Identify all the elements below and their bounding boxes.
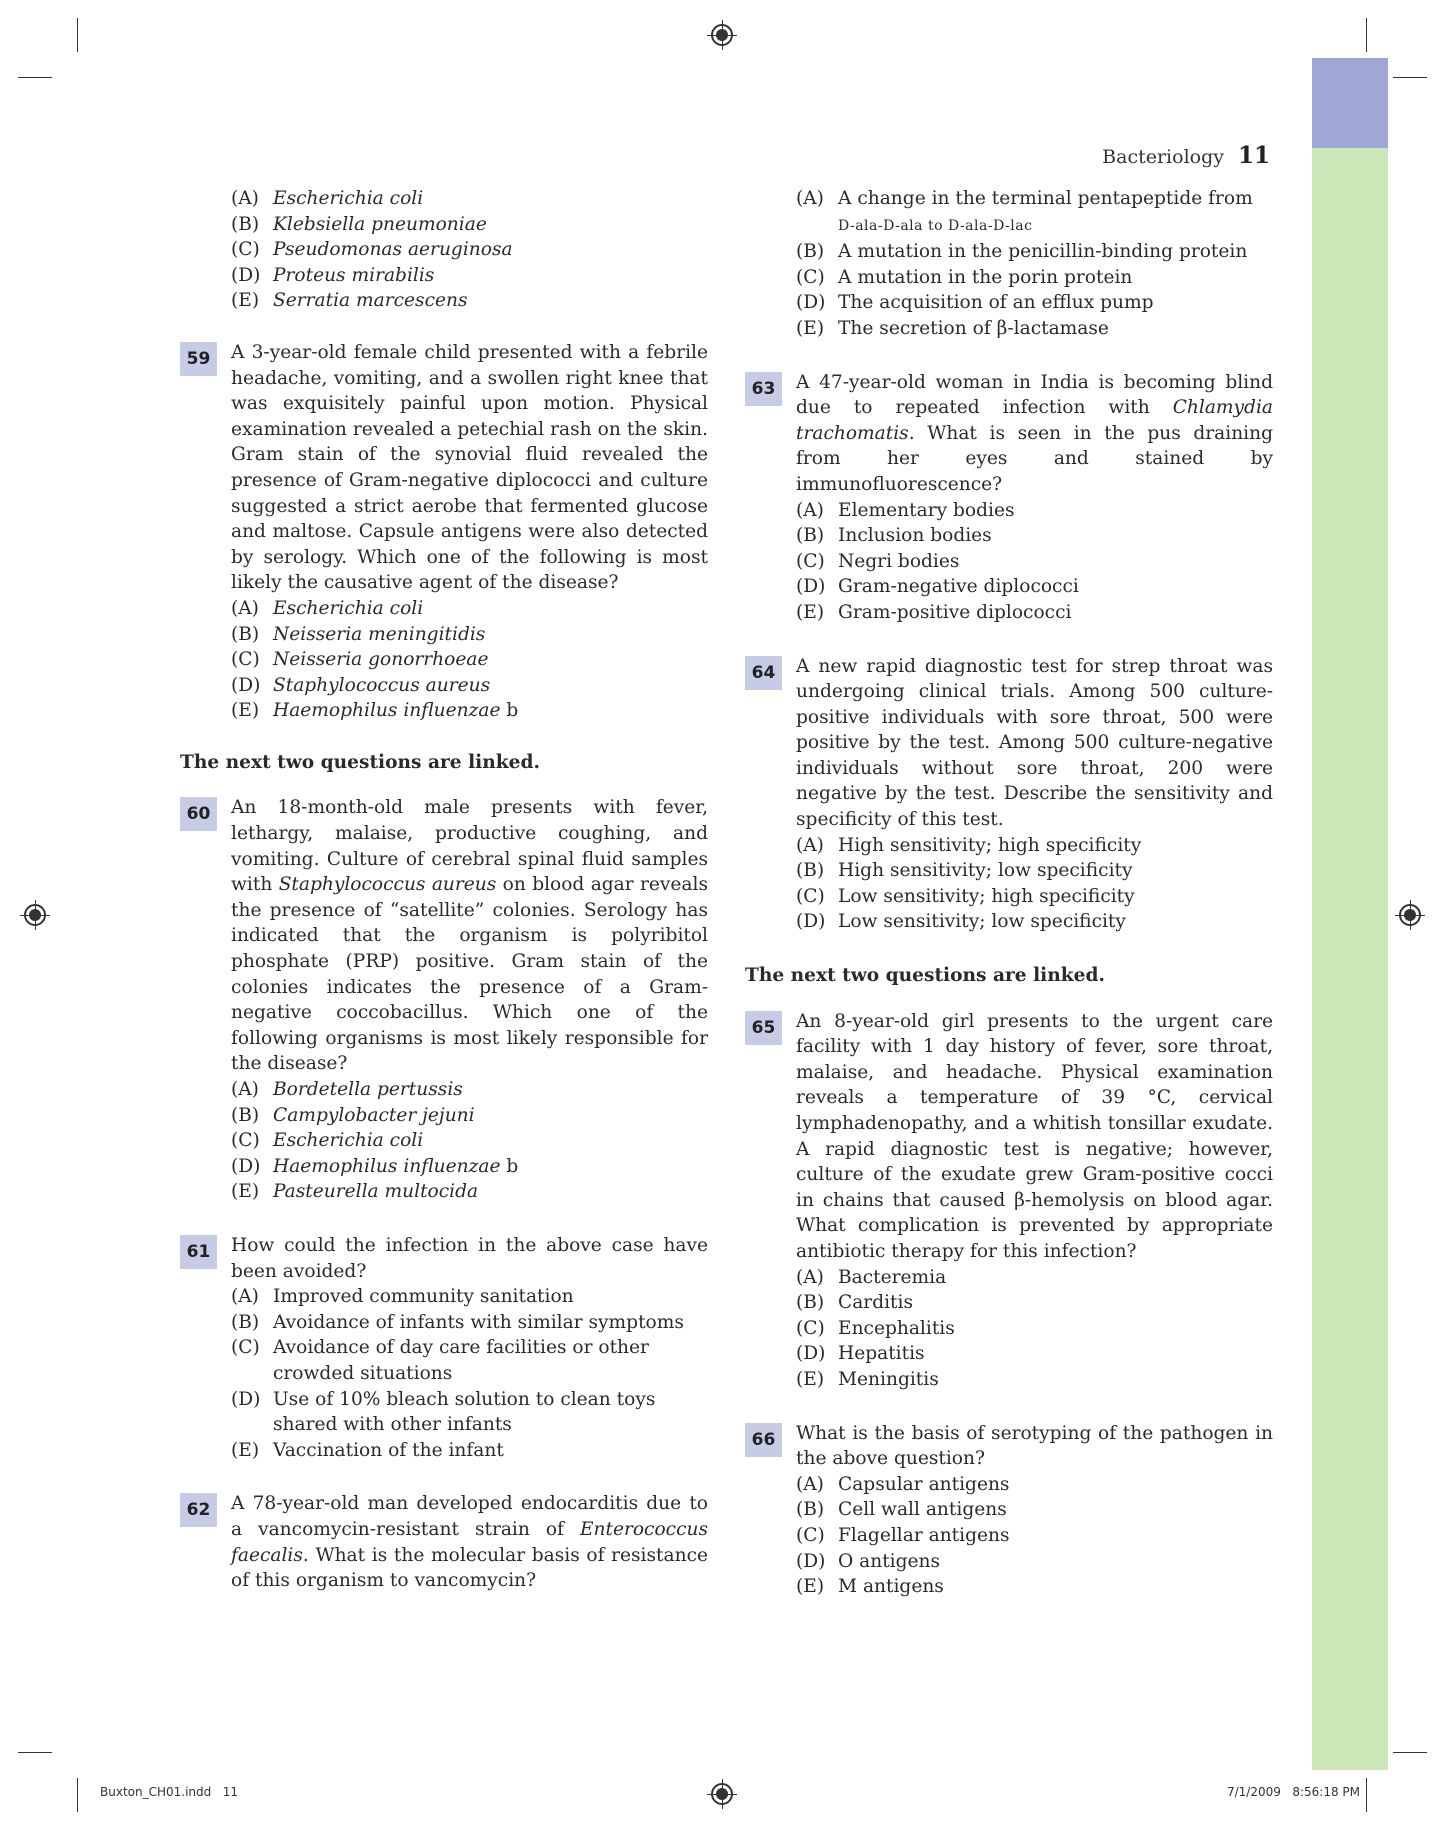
option-letter: (D) <box>231 264 261 286</box>
option <box>231 1438 708 1464</box>
option-letter: (E) <box>231 1181 260 1203</box>
option <box>231 1154 708 1180</box>
option <box>231 596 708 622</box>
option-text: A mutation in the penicillin-binding protein <box>838 241 1248 263</box>
option-text: Elementary bodies <box>838 499 1015 521</box>
option-text: O antigens <box>838 1550 941 1572</box>
option-text: Escherichia coli <box>273 188 424 209</box>
option-letter: (E) <box>231 700 260 722</box>
question-61 <box>180 1233 708 1463</box>
option-suffix: b <box>500 1155 519 1177</box>
option-letter: (A) <box>231 1286 259 1308</box>
option-letter: (C) <box>796 266 825 288</box>
question-stem: How could the infection in the above case have been avoided? <box>231 1234 708 1282</box>
option-text: Neisseria meningitidis <box>273 623 486 645</box>
crop-mark <box>1393 77 1427 78</box>
option-letter: (D) <box>796 292 826 314</box>
option <box>796 909 1273 935</box>
option-text: Negri bodies <box>838 550 960 572</box>
option-letter: (D) <box>796 1343 826 1365</box>
option <box>745 316 1273 342</box>
stem-organism: Staphylococcus aureus <box>278 874 497 896</box>
page-number: 11 <box>1237 142 1270 169</box>
option <box>796 549 1273 575</box>
option-letter: (D) <box>231 1155 261 1177</box>
option-letter: (E) <box>796 1576 825 1598</box>
option-letter: (C) <box>796 1317 825 1339</box>
option-letter: (D) <box>796 911 826 933</box>
option <box>180 288 708 314</box>
option <box>231 1310 708 1336</box>
option-text: Haemophilus influenzae <box>273 1155 501 1177</box>
option-text: D-ala-D-ala to D-ala-D-lac <box>838 217 1033 234</box>
option <box>180 212 708 238</box>
option-letter: (C) <box>796 1524 825 1546</box>
question-66 <box>745 1421 1273 1600</box>
option-letter: (B) <box>796 525 825 547</box>
linked-questions-note: The next two questions are linked. <box>180 751 540 773</box>
crop-mark <box>77 1778 78 1812</box>
crop-mark <box>1366 1778 1367 1812</box>
option-letter: (E) <box>231 290 260 312</box>
option-text: Haemophilus influenzae <box>273 700 501 722</box>
option-letter: (C) <box>231 239 260 261</box>
option <box>796 1472 1273 1498</box>
question-stem <box>231 795 708 1077</box>
option-letter: (B) <box>231 213 260 235</box>
option <box>796 1290 1273 1316</box>
option-letter: (E) <box>796 317 825 339</box>
option-letter: (B) <box>231 623 260 645</box>
option <box>796 833 1273 859</box>
option-letter: (C) <box>231 1130 260 1152</box>
option <box>796 600 1273 626</box>
option-suffix: b <box>500 700 519 722</box>
option <box>745 239 1273 265</box>
option-text: Improved community sanitation <box>273 1286 574 1308</box>
option <box>745 186 1273 239</box>
option-text: Gram-negative diplococci <box>838 576 1079 598</box>
crop-mark <box>1393 1752 1427 1753</box>
left-column <box>180 186 708 1594</box>
option <box>231 1179 708 1205</box>
option <box>231 673 708 699</box>
option-text: Meningitis <box>838 1368 939 1390</box>
option-text: Vaccination of the infant <box>273 1439 504 1461</box>
question-65 <box>745 1009 1273 1393</box>
stem-text: An 18-month-old male presents with fever, lethargy, malaise, productive coughing, and vomiting. Culture of cerebral spinal fluid samples with <box>231 797 708 896</box>
option <box>231 1335 708 1386</box>
option <box>231 1387 708 1438</box>
option-text: Pasteurella multocida <box>273 1181 479 1203</box>
crop-mark <box>77 18 78 52</box>
option <box>231 1128 708 1154</box>
question-number: 65 <box>745 1011 782 1045</box>
running-head <box>1102 142 1270 169</box>
option-text: The secretion of β-lactamase <box>838 317 1109 339</box>
question-64 <box>745 654 1273 936</box>
option-letter: (E) <box>796 1368 825 1390</box>
question-number: 59 <box>180 342 217 376</box>
footer-filename: Buxton_CH01.indd 11 <box>100 1785 238 1799</box>
option-text: Low sensitivity; high specificity <box>838 885 1135 907</box>
option-text: Hepatitis <box>838 1343 925 1365</box>
continued-options <box>180 186 708 314</box>
option <box>231 647 708 673</box>
option-text: Escherichia coli <box>273 597 424 619</box>
option <box>180 237 708 263</box>
stem-organism: Chlamydia trachomatis <box>796 397 1273 444</box>
option-text: Pseudomonas aeruginosa <box>273 239 513 261</box>
option-text: Bordetella pertussis <box>273 1079 463 1100</box>
option <box>796 1316 1273 1342</box>
option-text: M antigens <box>838 1576 944 1598</box>
linked-questions-note: The next two questions are linked. <box>745 965 1105 987</box>
option-letter: (E) <box>231 1439 260 1461</box>
stem-text: . What is seen in the pus draining from her eyes and stained by immunofluorescence? <box>796 422 1273 495</box>
option <box>796 523 1273 549</box>
option <box>231 1284 708 1310</box>
question-number: 64 <box>745 656 782 690</box>
option-letter: (B) <box>796 241 825 263</box>
option-letter: (A) <box>231 597 259 619</box>
question-stem: A 3-year-old female child presented with a febrile headache, vomiting, and a swollen right knee that was exquisitely painful upon motion. Physical examination revealed a petechial rash on the skin. Gram stain of the synovial fluid revealed the presence of Gram-negative diplococci and culture suggested a strict aerobe that fermented glucose and maltose. Capsule antigens were also detected by serology. Which one of the following is most likely the causative agent of the disease? <box>231 341 708 594</box>
question-stem: A new rapid diagnostic test for strep throat was undergoing clinical trials. Among 500 culture-positive individuals with sore throat, 500 were positive by the test. Among 500 culture-negative individuals without sore throat, 200 were negative by the test. Describe the sensitivity and specificity of this test. <box>796 655 1273 831</box>
option-text: Neisseria gonorrhoeae <box>273 649 489 671</box>
option <box>231 1077 708 1103</box>
option <box>796 1265 1273 1291</box>
option-letter: (D) <box>796 576 826 598</box>
option-letter: (A) <box>796 1266 824 1288</box>
option-letter: (A) <box>796 499 824 521</box>
option-text: A change in the terminal pentapeptide from <box>838 188 1253 209</box>
question-number: 66 <box>745 1423 782 1457</box>
question-62 <box>180 1491 708 1593</box>
option <box>745 265 1273 291</box>
option-text: Cell wall antigens <box>838 1499 1007 1521</box>
option <box>796 1341 1273 1367</box>
option-letter: (E) <box>796 601 825 623</box>
option <box>796 1497 1273 1523</box>
option-text: Capsular antigens <box>838 1473 1010 1495</box>
chapter-side-tab <box>1312 58 1388 1770</box>
stem-organism: Enterococcus faecalis <box>231 1518 708 1566</box>
option <box>796 498 1273 524</box>
footer-timestamp: 7/1/2009 8:56:18 PM <box>1226 1785 1360 1799</box>
option-text: Bacteremia <box>838 1266 947 1288</box>
option <box>796 858 1273 884</box>
question-number: 62 <box>180 1493 217 1527</box>
option <box>231 622 708 648</box>
option-text: Inclusion bodies <box>838 525 992 547</box>
question-number: 61 <box>180 1235 217 1269</box>
option-letter: (D) <box>231 674 261 696</box>
option-text: Staphylococcus aureus <box>273 674 491 696</box>
option <box>796 1523 1273 1549</box>
registration-mark-icon <box>711 1783 733 1805</box>
registration-mark-icon <box>24 904 46 926</box>
option <box>796 1549 1273 1575</box>
option <box>745 290 1273 316</box>
option-letter: (B) <box>231 1311 260 1333</box>
option-text: Encephalitis <box>838 1317 955 1339</box>
option-text: High sensitivity; low specificity <box>838 860 1133 882</box>
crop-mark <box>18 1752 52 1753</box>
crop-mark <box>1366 18 1367 52</box>
option-letter: (B) <box>796 1292 825 1314</box>
stem-text: A 78-year-old man developed endocarditis due to a vancomycin-resistant strain of <box>231 1493 708 1540</box>
section-title: Bacteriology <box>1102 146 1224 168</box>
option-letter: (B) <box>796 860 825 882</box>
option-text: High sensitivity; high specificity <box>838 834 1142 856</box>
question-63 <box>745 370 1273 626</box>
option-text: Avoidance of infants with similar symptoms <box>273 1311 684 1333</box>
option-text: Escherichia coli <box>273 1130 424 1152</box>
option <box>796 1574 1273 1600</box>
option-letter: (C) <box>796 550 825 572</box>
option-text: Campylobacter jejuni <box>273 1104 475 1126</box>
question-stem <box>796 370 1273 498</box>
option-text: Low sensitivity; low specificity <box>838 911 1126 933</box>
option-text: A mutation in the porin protein <box>838 266 1133 288</box>
option-letter: (A) <box>796 1473 824 1495</box>
registration-mark-icon <box>1399 904 1421 926</box>
option-letter: (D) <box>231 1388 261 1410</box>
option <box>180 186 708 212</box>
option-letter: (A) <box>796 188 824 209</box>
stem-text: on blood agar reveals the presence of “satellite” colonies. Serology has indicated that the organism is polyribitol phosphate (PRP) positive. Gram stain of the colonies indicates the presence of a Gram-negative coccobacillus. Which one of the following organisms is most likely responsible for the disease? <box>231 874 708 1075</box>
option <box>231 698 708 724</box>
option-letter: (A) <box>231 1079 259 1100</box>
option-text: Avoidance of day care facilities or other crowded situations <box>273 1337 649 1384</box>
option-letter: (C) <box>231 1337 260 1359</box>
stem-text: . What is the molecular basis of resistance of this organism to vancomycin? <box>231 1544 708 1592</box>
option <box>796 884 1273 910</box>
option-text: Use of 10% bleach solution to clean toys shared with other infants <box>273 1388 656 1436</box>
option-letter: (A) <box>796 834 824 856</box>
crop-mark <box>18 77 52 78</box>
option <box>796 574 1273 600</box>
option-letter: (B) <box>231 1104 260 1126</box>
question-number: 63 <box>745 372 782 406</box>
option-text: Carditis <box>838 1292 914 1314</box>
option-text: Proteus mirabilis <box>273 264 435 286</box>
question-59 <box>180 340 708 724</box>
question-stem: An 8-year-old girl presents to the urgent care facility with 1 day history of fever, sore throat, malaise, and headache. Physical examination reveals a temperature of 39 °C, cervical lymphadenopathy, and a whitish tonsillar exudate. A rapid diagnostic test is negative; however, culture of the exudate grew Gram-positive cocci in chains that caused β-hemolysis on blood agar. What complication is prevented by appropriate antibiotic therapy for this infection? <box>796 1010 1273 1262</box>
option-text: Gram-positive diplococci <box>838 601 1072 623</box>
option-text: The acquisition of an efflux pump <box>838 292 1154 314</box>
question-stem <box>231 1491 708 1593</box>
right-column <box>745 186 1273 1600</box>
option-letter: (B) <box>796 1499 825 1521</box>
question-stem: What is the basis of serotyping of the pathogen in the above question? <box>796 1422 1273 1470</box>
option-text: Klebsiella pneumoniae <box>273 213 487 235</box>
option-letter: (D) <box>796 1550 826 1572</box>
option-text: Serratia marcescens <box>273 290 468 312</box>
q62-options <box>745 186 1273 342</box>
option-letter: (C) <box>796 885 825 907</box>
registration-mark-icon <box>711 24 733 46</box>
option-letter: (A) <box>231 188 259 209</box>
stem-text: A 47-year-old woman in India is becoming blind due to repeated infection with <box>796 371 1273 419</box>
option-letter: (C) <box>231 649 260 671</box>
question-60 <box>180 795 708 1205</box>
option-text: Flagellar antigens <box>838 1524 1010 1546</box>
chapter-side-tab-top <box>1312 58 1388 148</box>
option <box>796 1367 1273 1393</box>
question-number: 60 <box>180 797 217 831</box>
option <box>180 263 708 289</box>
option <box>231 1103 708 1129</box>
